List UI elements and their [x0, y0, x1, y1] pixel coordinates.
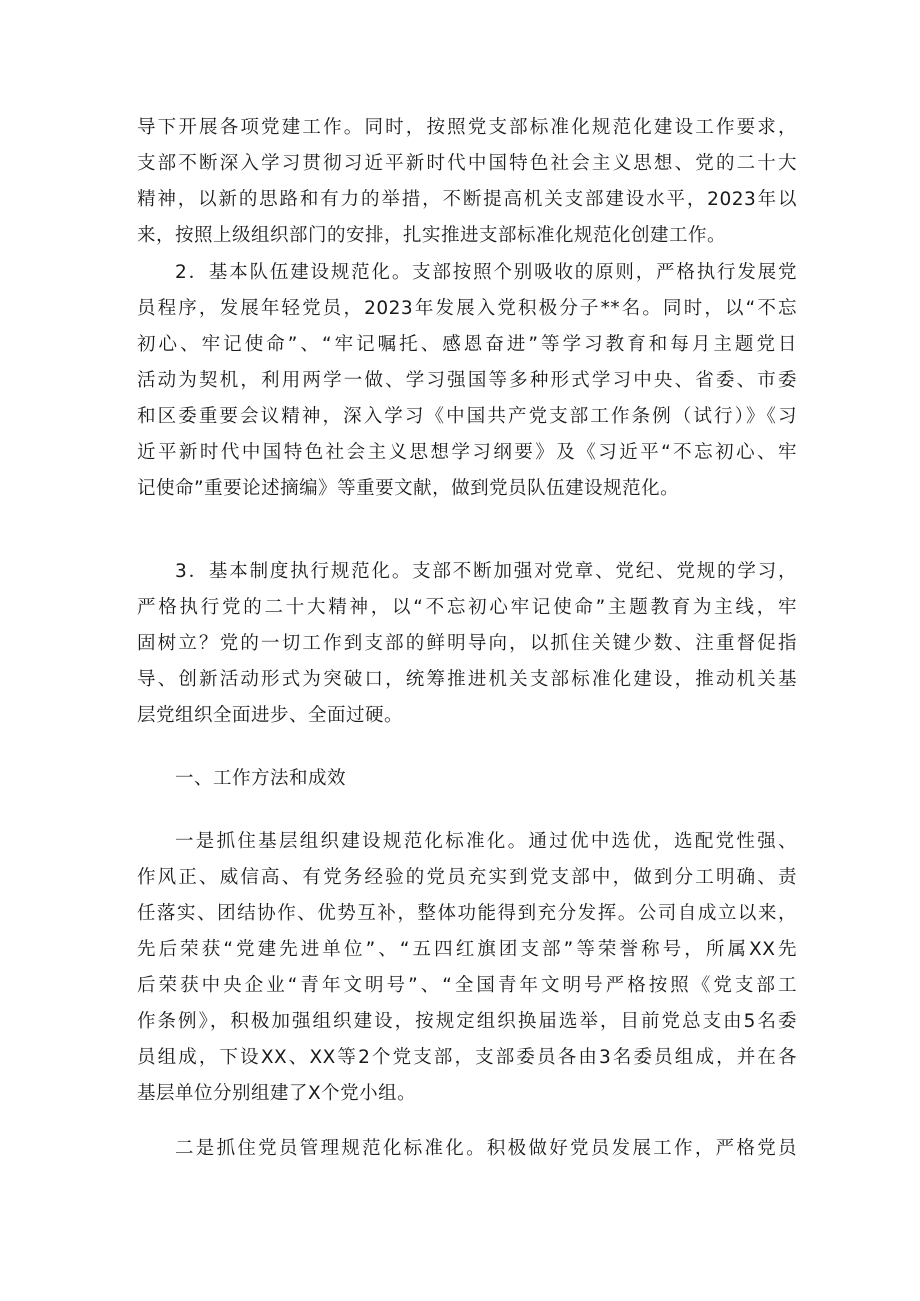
text-line: 先后荣获“党建先进单位”、“五四红旗团支部”等荣誉称号，所属XX先 [137, 939, 797, 960]
text-line: 和区委重要会议精神，深入学习《中国共产党支部工作条例（试行）》《习 [137, 406, 797, 427]
paragraph-point-2 [137, 1131, 797, 1167]
text-line: 记使命”重要论述摘编》等重要文献，做到党员队伍建设规范化。 [137, 478, 680, 499]
text-line: 基层单位分别组建了X个党小组。 [137, 1083, 417, 1104]
text-line: 精神，以新的思路和有力的举措，不断提高机关支部建设水平，2023年以 [137, 189, 797, 210]
text-line: 作条例》，积极加强组织建设，按规定组织换届选举，目前党总支由5名委 [137, 1011, 797, 1032]
text-line: 来，按照上级组织部门的安排，扎实推进支部标准化规范化创建工作。 [137, 225, 727, 246]
text-line: 员程序，发展年轻党员，2023年发展入党积极分子**名。同时，以“不忘 [137, 298, 797, 319]
paragraph-item-2 [137, 255, 797, 507]
text-line: 员组成，下设XX、XX等2个党支部，支部委员各由3名委员组成，并在各 [137, 1047, 797, 1068]
text-line: 后荣获中央企业“青年文明号”、“全国青年文明号严格按照《党支部工 [137, 975, 797, 996]
text-line: 3．基本制度执行规范化。支部不断加强对党章、党纪、党规的学习， [175, 561, 797, 582]
text-line: 活动为契机，利用两学一做、学习强国等多种形式学习中央、省委、市委 [137, 370, 797, 391]
text-line: 固树立？党的一切工作到支部的鲜明导向，以抓住关键少数、注重督促指 [137, 633, 797, 654]
text-line: 支部不断深入学习贯彻习近平新时代中国特色社会主义思想、党的二十大 [137, 153, 797, 174]
text-line: 2．基本队伍建设规范化。支部按照个别吸收的原则，严格执行发展党 [175, 262, 797, 283]
text-line: 导、创新活动形式为突破口，统筹推进机关支部标准化建设，推动机关基 [137, 669, 797, 690]
heading-text: 一、工作方法和成效 [175, 768, 347, 789]
text-line: 任落实、团结协作、优势互补，整体功能得到充分发挥。公司自成立以来， [137, 903, 797, 924]
text-line: 导下开展各项党建工作。同时，按照党支部标准化规范化建设工作要求， [137, 117, 797, 138]
paragraph-point-1 [137, 824, 797, 1112]
text-line: 一是抓住基层组织建设规范化标准化。通过优中选优，选配党性强、 [175, 831, 797, 852]
text-line: 近平新时代中国特色社会主义思想学习纲要》及《习近平“不忘初心、牢 [137, 442, 797, 463]
paragraph-item-3 [137, 554, 797, 734]
text-line: 初心、牢记使命”、“牢记嘱托、感恩奋进”等学习教育和每月主题党日 [137, 334, 797, 355]
text-line: 层党组织全面进步、全面过硬。 [137, 705, 404, 726]
section-heading [137, 761, 797, 797]
paragraph-intro-continuation [137, 110, 797, 254]
text-line: 严格执行党的二十大精神，以“不忘初心牢记使命”主题教育为主线，牢 [137, 597, 797, 618]
text-line: 二是抓住党员管理规范化标准化。积极做好党员发展工作，严格党员 [175, 1138, 797, 1159]
text-line: 作风正、威信高、有党务经验的党员充实到党支部中，做到分工明确、责 [137, 867, 797, 888]
